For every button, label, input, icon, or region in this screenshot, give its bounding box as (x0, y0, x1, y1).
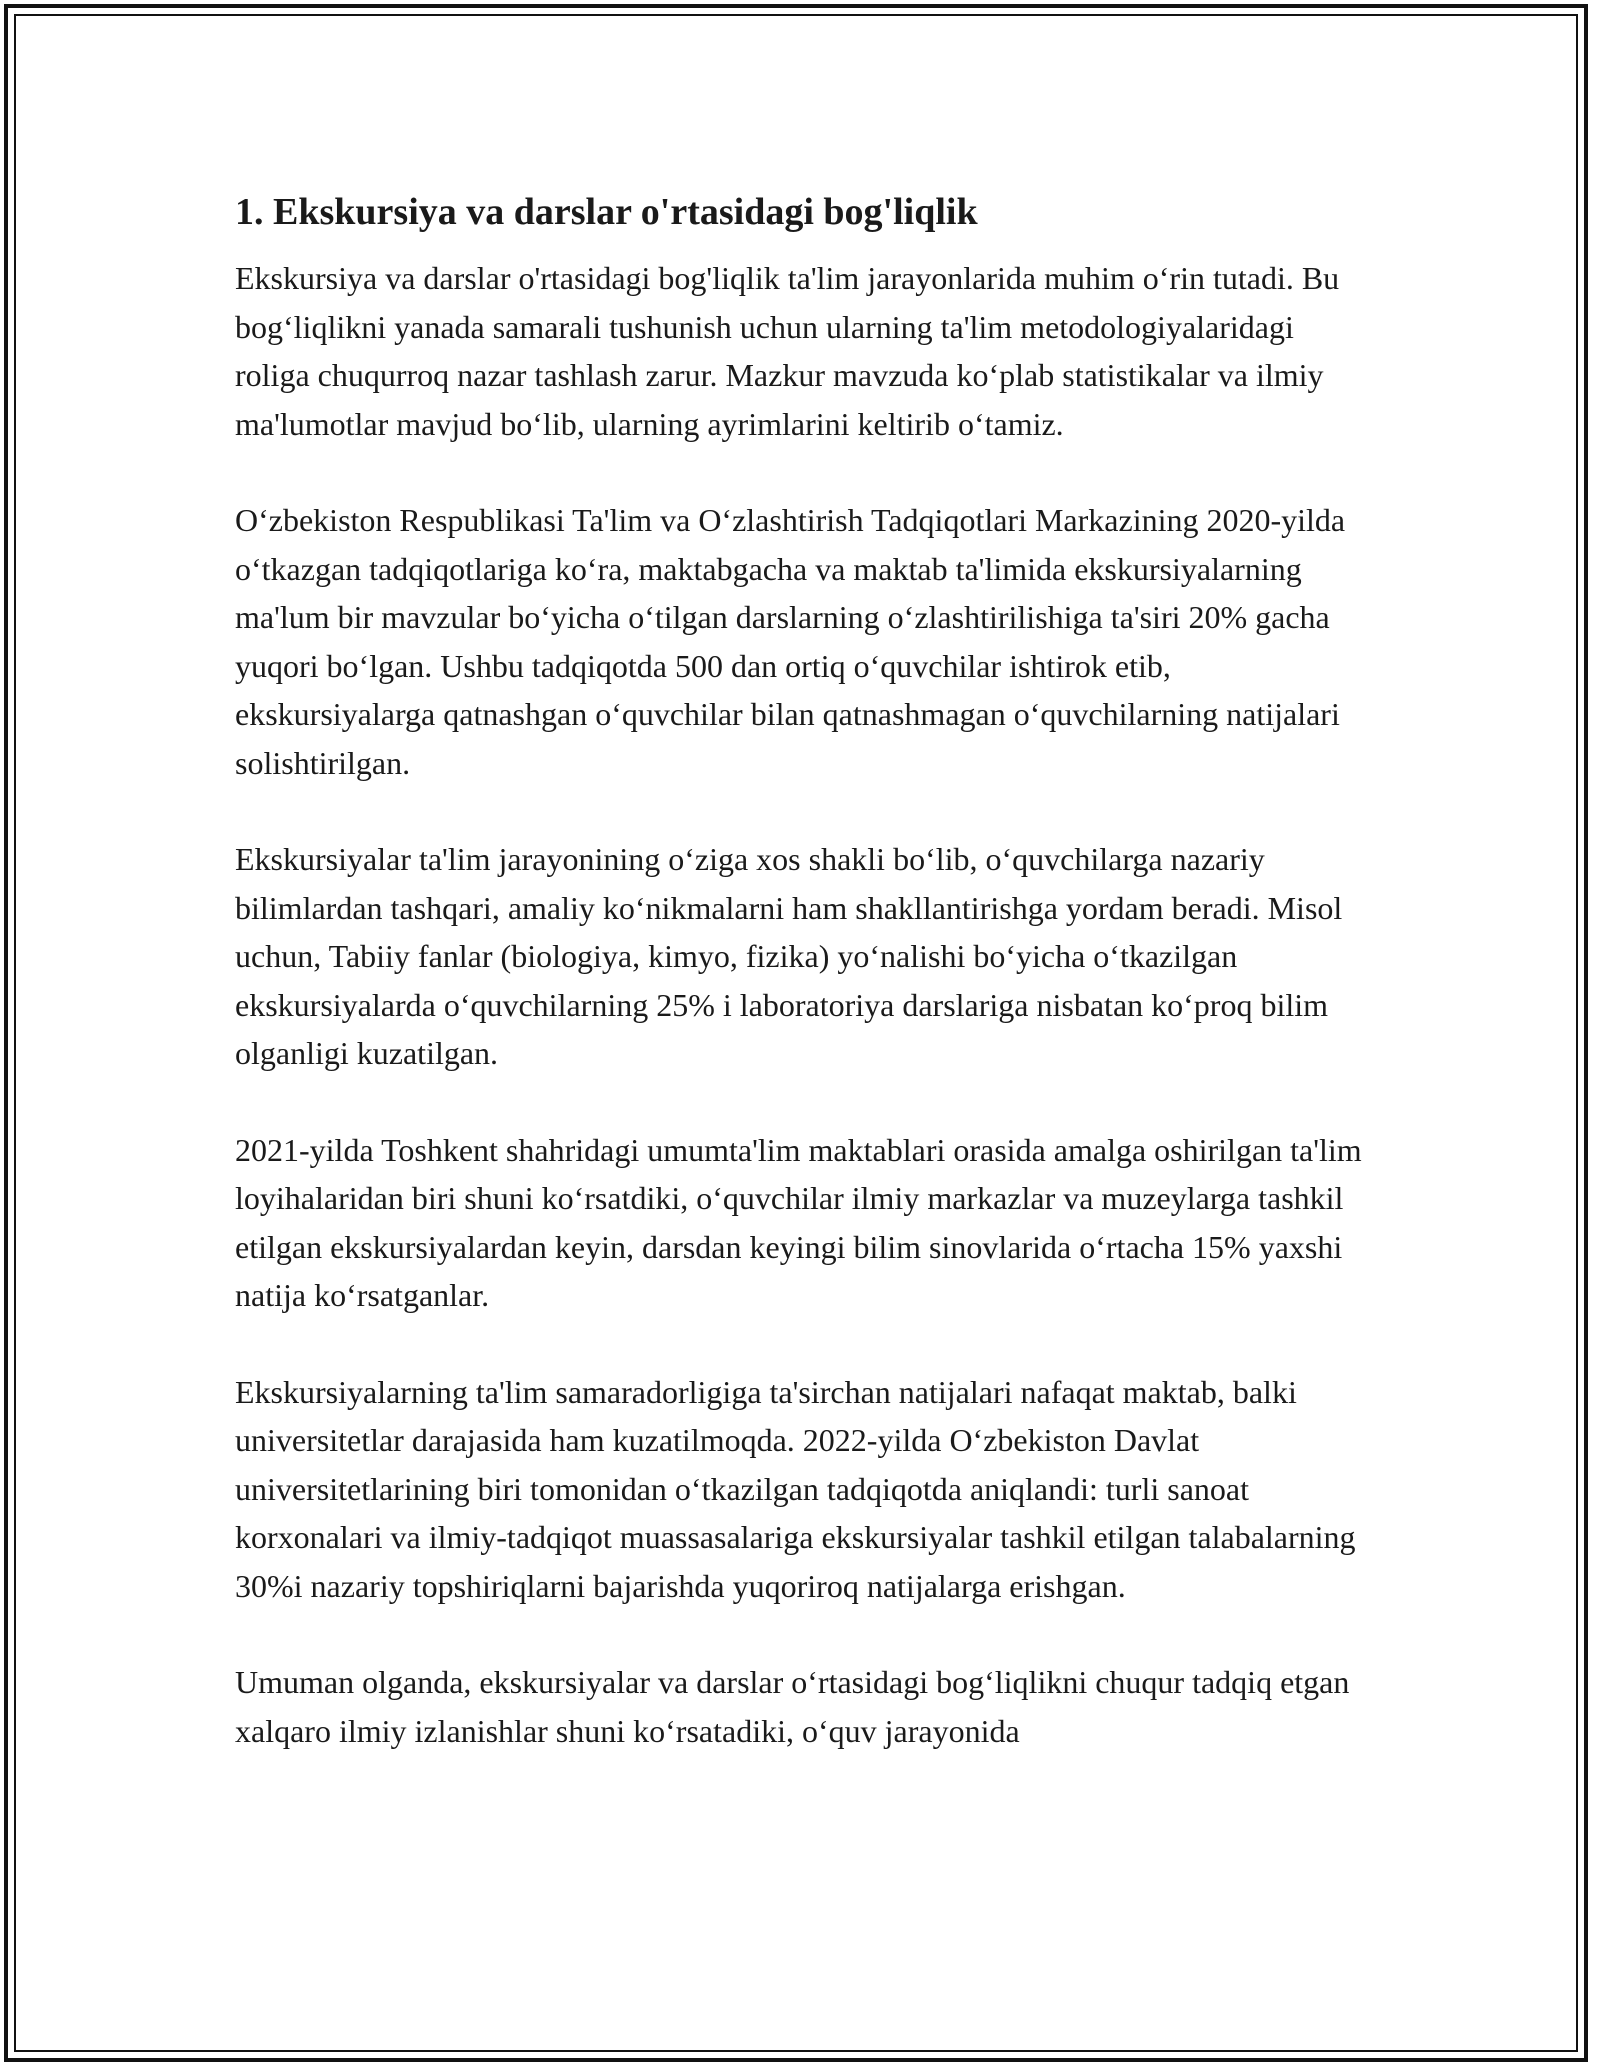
paragraph-6: Umuman olganda, ekskursiyalar va darslar oʻrtasidagi bogʻliqlikni chuqur tadqiq etgan xalqaro ilmiy izlanishlar shuni koʻrsatadiki, oʻquv jarayonida (235, 1664, 1350, 1749)
paragraph-2: Oʻzbekiston Respublikasi Ta'lim va Oʻzlashtirish Tadqiqotlari Markazining 2020-yilda oʻtkazgan tadqiqotlariga koʻra, maktabgacha va maktab ta'limida ekskursiyalarning ma'lum bir mavzular boʻyicha oʻtilgan darslarning oʻzlashtirilishiga ta'siri 20% gacha yuqori boʻlgan. Ushbu tadqiqotda 500 dan ortiq oʻquvchilar ishtirok etib, ekskursiyalarga qatnashgan oʻquvchilar bilan qatnashmagan oʻquvchilarning natijalari solishtirilgan. (235, 502, 1346, 781)
paragraph-3: Ekskursiyalar ta'lim jarayonining oʻziga xos shakli boʻlib, oʻquvchilarga nazariy bilimlardan tashqari, amaliy koʻnikmalarni ham shakllantirishga yordam beradi. Misol uchun, Tabiiy fanlar (biologiya, kimyo, fizika) yoʻnalishi boʻyicha oʻtkazilgan ekskursiyalarda oʻquvchilarning 25% i laboratoriya darslariga nisbatan koʻproq bilim olganligi kuzatilgan. (235, 841, 1343, 1071)
paragraph-1: Ekskursiya va darslar o'rtasidagi bog'liqlik ta'lim jarayonlarida muhim oʻrin tutadi. Bu bogʻliqlikni yanada samarali tushunish uchun ularning ta'lim metodologiyalaridagi roliga chuqurroq nazar tashlash zarur. Mazkur mavzuda koʻplab statistikalar va ilmiy ma'lumotlar mavjud boʻlib, ularning ayrimlarini keltirib oʻtamiz. (235, 260, 1340, 442)
paragraph-5: Ekskursiyalarning ta'lim samaradorligiga ta'sirchan natijalari nafaqat maktab, balki universitetlar darajasida ham kuzatilmoqda. 2022-yilda Oʻzbekiston Davlat universitetlarining biri tomonidan oʻtkazilgan tadqiqotda aniqlandi: turli sanoat korxonalari va ilmiy-tadqiqot muassasalariga ekskursiyalar tashkil etilgan talabalarning 30%i nazariy topshiriqlarni bajarishda yuqoriroq natijalarga erishgan. (235, 1373, 1356, 1604)
document-body (235, 188, 1370, 1755)
section-heading: 1. Ekskursiya va darslar o'rtasidagi bog'liqlik (235, 191, 978, 233)
paragraph-4: 2021-yilda Toshkent shahridagi umumta'lim maktablari orasida amalga oshirilgan ta'lim loyihalaridan biri shuni koʻrsatdiki, oʻquvchilar ilmiy markazlar va muzeylarga tashkil etilgan ekskursiyalardan keyin, darsdan keyingi bilim sinovlarida oʻrtacha 15% yaxshi natija koʻrsatganlar. (235, 1131, 1362, 1313)
